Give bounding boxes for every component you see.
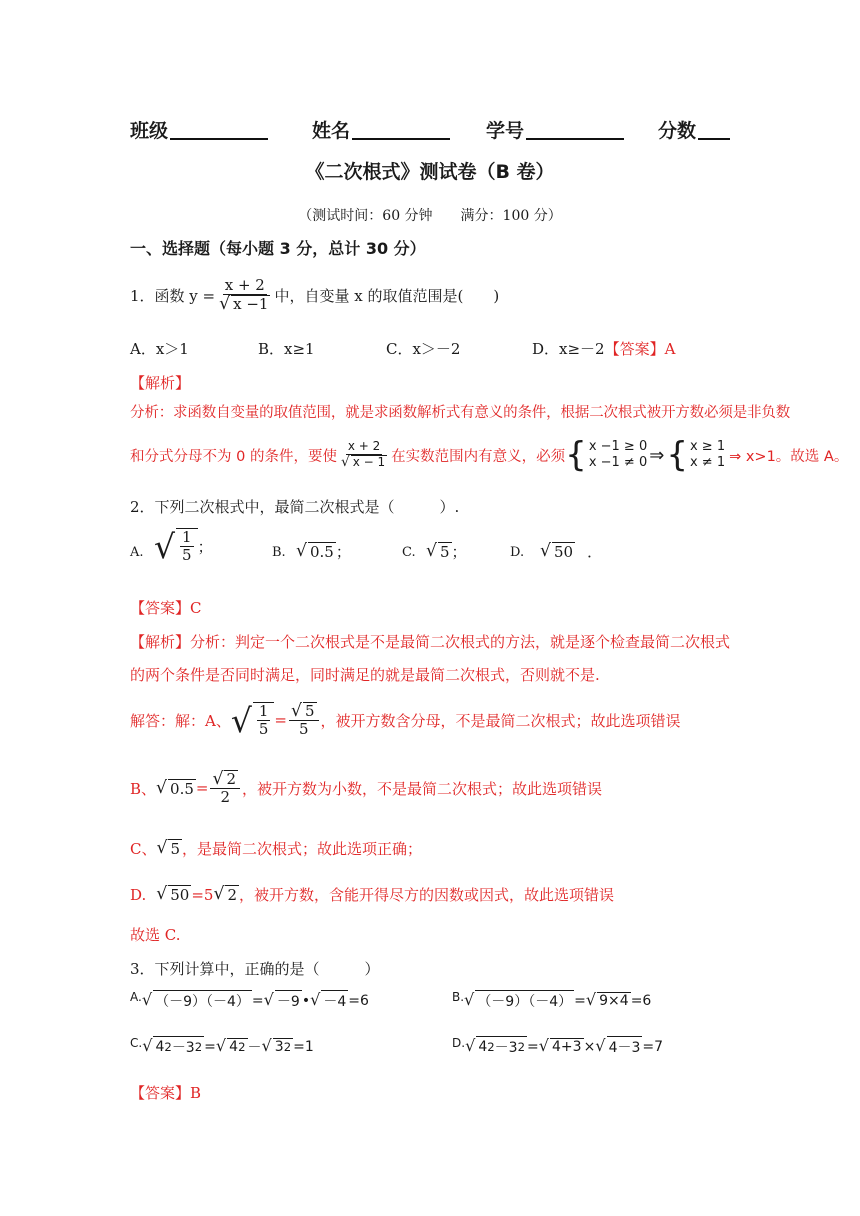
q2-analysis-line2: 的两个条件是否同时满足，同时满足的就是最简二次根式，否则就不是. [130,666,600,684]
q3-opt-c-label: C. [130,1036,143,1050]
q3-opt-a-label: A. [130,990,142,1004]
section-heading: 一、选择题（每小题 3 分，总计 30 分） [130,239,426,258]
q3-opt-d-label: D. [452,1036,466,1050]
q2-sol-a-post: ，被开方数含分母，不是最简二次根式；故此选项错误 [320,711,681,730]
q2-options [130,528,730,578]
q2-sol-c-math: √ 5 [156,837,181,858]
class-label: 班级 [130,120,169,142]
q2-sol-a-math: √ $\frac{1}{5}$ = √ 5 5 [231,702,321,739]
q2-option-b: √ 0.5 ； [296,540,351,561]
q2-sol-d-math: √ 50 =5 √ 2 [156,883,238,904]
q1-option-b: B．x≥1 [258,340,315,358]
q2-sol-a-pre: 解答：解：A、 [130,711,231,730]
q3-option-c: C. √ 4 2 －3 2 = √ 4 2 － √ 3 2 =1 [130,1036,314,1056]
q1-analysis-line2 [130,435,849,475]
q3-opt-a-rest2: －4 [321,990,348,1011]
q2-answer: 【答案】C [130,599,202,617]
q2-solution-b [130,770,602,807]
q2-option-c: √ 5 ； [426,540,467,561]
q2-solution-c [130,838,422,859]
q3-opt-b-label: B. [452,990,465,1004]
q1-analysis-mid: 在实数范围内有意义，必须 [391,448,566,465]
q3-opt-a-rad: （－9）（－4） [153,990,252,1011]
q3-opt-d-res: =7 [642,1038,664,1055]
q2-analysis-text1: 分析：判定一个二次根式是不是最简二次根式的方法，就是逐个检查最简二次根式 [190,633,731,651]
q2-sol-b-math: √ 0.5 = √ 2 2 [156,770,242,807]
q2-option-c-label: C. [402,545,416,560]
q2-option-a-label: A. [130,545,144,560]
document-title: 《二次根式》测试卷（B 卷） [305,161,555,183]
q1-system-1: { x −1 ≥ 0 x −1 ≠ 0 [565,435,648,475]
q3-opt-b-res: =6 [630,992,652,1009]
q3-option-d: D. √ 4 2 －3 2 = √ 4+3 × √ 4－3 =7 [452,1036,664,1056]
q3-opt-c-res: =1 [293,1038,314,1055]
q2-sol-a-rnum: 5 [305,702,315,720]
q2-conclusion: 故选 C. [130,926,181,944]
q2-sol-a-den: 5 [258,720,269,739]
q1-den-radical: √ x −1 [219,293,269,314]
q1-implies-arrow: ⇒ [649,444,665,466]
q1-stem-post: 中，自变量 x 的取值范围是( ) [274,286,500,305]
q2-analysis-line1 [130,631,730,652]
q1-answer: 【答案】A [604,340,676,358]
q1-stem [130,277,499,314]
id-blank [526,118,624,140]
q3-opt-d-r2: 4+3 [552,1039,582,1055]
q2-sol-b-post: ，被开方数为小数，不是最简二次根式；故此选项错误 [242,779,603,798]
q2-option-a: √ $\frac{1}{5}$ ； [154,526,213,566]
q1-analysis-end: ⇒ x>1。故选 A。 [729,448,849,465]
q1-sys1-row2: x −1 ≠ 0 [588,455,648,470]
q1-frac-den: x −1 [233,295,269,314]
q1-system-2: { x ≥ 1 x ≠ 1 [666,435,726,475]
q1-sys1-row1: x −1 ≥ 0 [588,438,648,454]
q3-opt-d-r3: 4－3 [607,1036,643,1057]
q2-stem: 2．下列二次根式中，最简二次根式是（ ）. [130,498,460,516]
q2-sep-a: ； [197,537,213,556]
score-blank [698,118,730,140]
q2-solution-a [130,702,681,739]
q1-option-c: C．x＞－2 [386,340,461,358]
q3-opt-a-rest1: －9 [275,990,302,1011]
q2-option-d: √ 50 ． [540,540,603,561]
q2-sol-c-post: ，是最简二次根式；故此选项正确； [182,840,423,858]
class-blank [170,118,268,140]
score-label: 分数 [658,120,697,142]
q2-sol-d-pre: D. [130,885,147,904]
q2-sol-b-rad: 0.5 [170,779,194,798]
q1-analysis-line1: 分析：求函数自变量的取值范围，就是求函数解析式有意义的条件，根据二次根式被开方数必须是非负数 [130,405,791,421]
q2-sol-a-rden: 5 [299,720,309,739]
q3-option-b: B. √ （－9）（－4） = √ 9×4 =6 [452,990,652,1010]
q1-analysis-fraction: x + 2 √ x − 1 [340,439,386,470]
q1-stem-pre: 1．函数 y = [130,286,216,305]
name-label: 姓名 [312,120,351,142]
q1-analysis-frac-num: x + 2 [347,439,381,454]
q2-opt-b-val: 0.5 [310,543,334,561]
q3-answer: 【答案】B [130,1084,202,1102]
q2-sol-d-post: ，被开方数，含能开得尽方的因数或因式，故此选项错误 [239,886,615,904]
q2-option-d-label: D. [510,545,525,560]
q3-opt-a-res: =6 [348,992,369,1009]
q2-sol-c-pre: C、 [130,840,157,858]
q3-option-a: A. √ （－9）（－4） = √ －9 • √ －4 =6 [130,990,369,1010]
document-subtitle: （测试时间：60 分钟 满分：100 分） [298,208,562,224]
q2-end-mark: ． [587,543,603,561]
q3-opt-b-rest: 9×4 [599,993,629,1009]
q2-sol-b-pre: B、 [130,779,157,798]
q2-option-b-label: B. [272,545,286,560]
id-label: 学号 [486,120,525,142]
q2-sol-c-rad: 5 [170,840,181,858]
q2-analysis-tag: 【解析】 [130,633,191,651]
q2-sep-b: ； [335,543,351,561]
q2-opt-d-val: 50 [554,543,574,561]
name-field [312,116,450,143]
q1-option-d-text: D．x≥－2 [532,340,605,358]
q1-option-a: A．x＞1 [130,340,189,358]
q1-sys2-row1: x ≥ 1 [689,438,726,454]
id-field [486,116,624,143]
score-field [658,116,730,143]
q1-analysis-frac-den: x − 1 [352,455,386,469]
q1-analysis-tag: 【解析】 [130,374,191,392]
q2-solution-d [130,884,614,905]
q2-sep-c: ； [451,543,467,561]
q2-opt-a-num: 1 [182,528,192,546]
q2-sol-a-num: 1 [258,702,269,720]
q1-fraction [217,277,272,314]
q1-frac-num: x + 2 [224,276,265,294]
q3-opt-b-rad: （－9）（－4） [475,990,574,1011]
name-blank [352,118,450,140]
class-field [130,116,268,143]
q1-sys2-row2: x ≠ 1 [689,455,726,470]
q2-opt-a-den: 5 [182,546,192,565]
q2-sol-d-rad: 50 [170,886,190,904]
q2-opt-c-val: 5 [440,543,450,561]
q1-analysis-pre: 和分式分母不为 0 的条件，要使 [130,448,337,465]
q3-stem: 3．下列计算中，正确的是（ ） [130,960,380,978]
q1-option-d [532,338,675,359]
